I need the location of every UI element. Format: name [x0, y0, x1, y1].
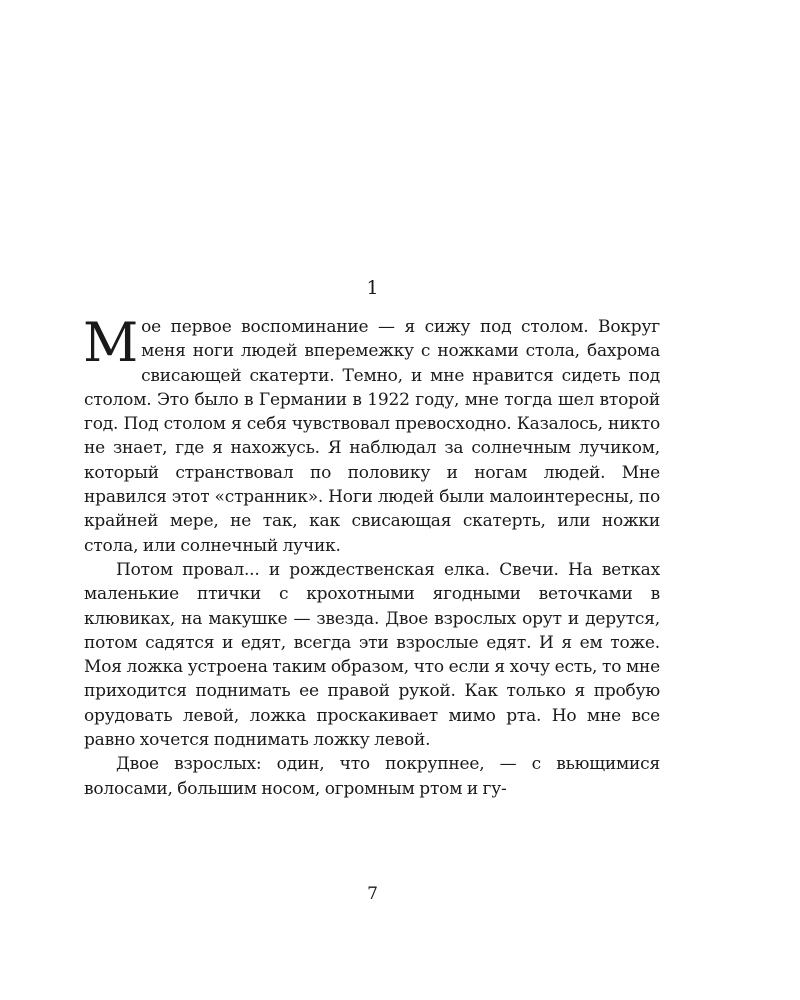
body-text	[83, 311, 660, 801]
page-number: 7	[367, 884, 378, 904]
paragraph: Потом провал... и рождественская елка. Свечи. На ветках маленькие птички с крохотными ягодными веточками в клювиках, на макушке — звезда. Двое взрослых орут и дерутся, потом садятся и едят, всегда эти взрослые едят. И я ем тоже. Моя ложка устроена таким образом, что если я хочу есть, то мне приходится поднимать ее правой рукой. Как только я пробую орудовать левой, ложка проскакивает мимо рта. Но мне все равно хочется поднимать ложку левой.	[84, 559, 660, 751]
paragraph	[83, 311, 660, 558]
paragraph-text: ое первое воспоминание — я сижу под столом. Вокруг меня ноги людей вперемежку с ножками стола, бахрома свисающей скатерти. Темно, и мне нравится сидеть под столом. Это было в Германии в 1922 году, мне тогда шел второй год. Под столом я себя чувствовал превосходно. Казалось, никто не знает, где я нахожусь. Я наблюдал за солнечным лучиком, который странствовал по половику и ногам людей. Мне нравился этот «странник». Ноги людей были малоинтересны, по крайней мере, не так, как свисающая скатерть, или ножки стола, или солнечный лучик.	[84, 317, 660, 556]
drop-cap: М	[83, 311, 139, 374]
paragraph: Двое взрослых: один, что покрупнее, — с вьющимися волосами, большим носом, огромным ртом и гу-	[84, 754, 660, 799]
chapter-number: 1	[366, 277, 379, 299]
